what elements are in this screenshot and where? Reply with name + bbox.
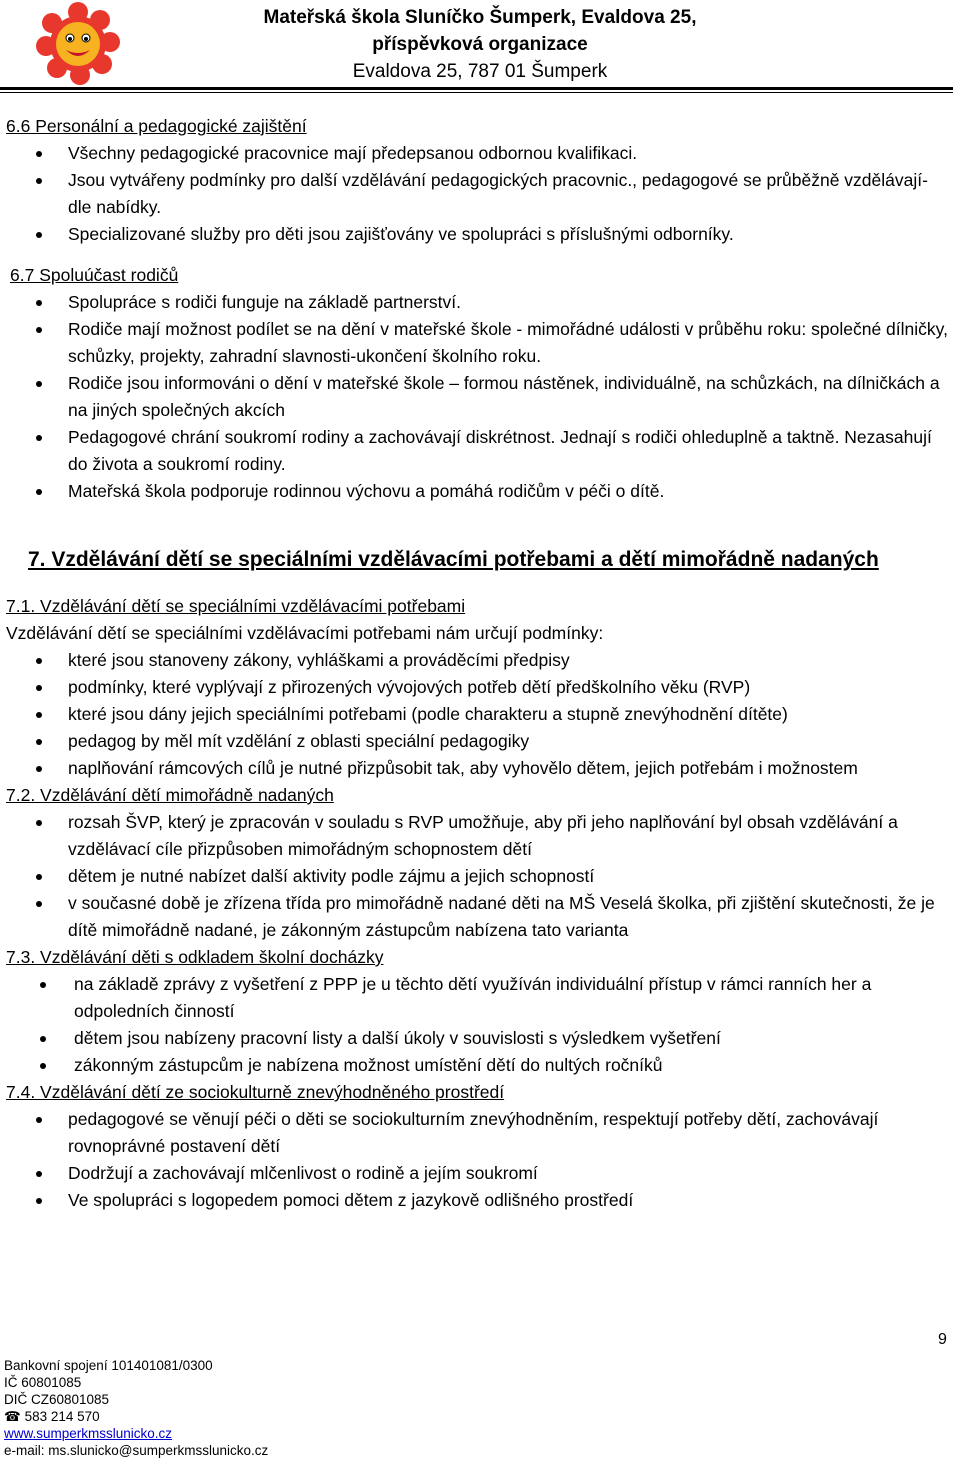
list-item: pedagog by měl mít vzdělání z oblasti speciální pedagogiky <box>6 728 950 755</box>
list-item: Specializované služby pro děti jsou zajišťovány ve spolupráci s příslušnými odborníky. <box>6 221 950 248</box>
sun-logo-icon <box>36 2 120 86</box>
list-item: které jsou dány jejich speciálními potřebami (podle charakteru a stupně znevýhodnění dítěte) <box>6 701 950 728</box>
list-item: naplňování rámcových cílů je nutné přizpůsobit tak, aby vyhovělo dětem, jejich potřebám i možnostem <box>6 755 950 782</box>
section-7-2-list <box>6 809 950 944</box>
school-address: Evaldova 25, 787 01 Šumperk <box>352 61 608 82</box>
list-item: Ve spolupráci s logopedem pomoci dětem z jazykově odlišného prostředí <box>6 1187 950 1214</box>
section-6-6-heading: 6.6 Personální a pedagogické zajištění <box>6 116 307 136</box>
header-divider-thin <box>0 92 953 93</box>
section-7-3-heading: 7.3. Vzdělávání děti s odkladem školní docházky <box>6 947 384 967</box>
section-6-6-list <box>6 140 950 248</box>
email-line[interactable]: e-mail: ms.slunicko@sumperkmsslunicko.cz <box>4 1443 269 1458</box>
list-item: pedagogové se věnují péči o děti se sociokulturním znevýhodněním, respektují potřeby dětí, zachovávají rovnoprávné postavení dětí <box>6 1106 950 1160</box>
list-item: v současné době je zřízena třída pro mimořádně nadané děti na MŠ Veselá školka, při zjištění skutečnosti, že je dítě mimořádně nadané, je zákonným zástupcům nabízena tato varianta <box>6 890 950 944</box>
website-link[interactable]: www.sumperkmsslunicko.cz <box>4 1426 173 1441</box>
phone-number: 583 214 570 <box>24 1409 100 1424</box>
document-body <box>6 113 950 1214</box>
section-6-7-heading: 6.7 Spoluúčast rodičů <box>10 265 179 285</box>
list-item: Rodiče jsou informováni o dění v mateřské škole – formou nástěnek, individuálně, na schůzkách, na dílničkách a na jiných společných akcích <box>6 370 950 424</box>
list-item: dětem je nutné nabízet další aktivity podle zájmu a jejich schopností <box>6 863 950 890</box>
footer-contacts <box>4 1357 268 1459</box>
list-item: Mateřská škola podporuje rodinnou výchovu a pomáhá rodičům v péči o dítě. <box>6 478 950 505</box>
list-item: dětem jsou nabízeny pracovní listy a další úkoly v souvislosti s výsledkem vyšetření <box>6 1025 950 1052</box>
list-item: Spolupráce s rodiči funguje na základě partnerství. <box>6 289 950 316</box>
section-7-1-intro: Vzdělávání dětí se speciálními vzdělávacími potřebami nám určují podmínky: <box>6 623 604 643</box>
list-item: Pedagogové chrání soukromí rodiny a zachovávají diskrétnost. Jednají s rodiči ohleduplně a taktně. Nezasahují do života a soukromí rodiny. <box>6 424 950 478</box>
phone-line <box>4 1408 268 1425</box>
list-item: Jsou vytvářeny podmínky pro další vzdělávání pedagogických pracovnic., pedagogové se průběžně vzdělávají-dle nabídky. <box>6 167 950 221</box>
chapter-7-heading: 7. Vzdělávání dětí se speciálními vzdělávacími potřebami a dětí mimořádně nadaných <box>28 548 879 571</box>
phone-icon: ☎ <box>4 1409 21 1424</box>
section-6-7-list <box>6 289 950 505</box>
header-divider <box>0 87 953 90</box>
section-7-4-list <box>6 1106 950 1214</box>
list-item: zákonným zástupcům je nabízena možnost umístění dětí do nultých ročníků <box>6 1052 950 1079</box>
section-7-4-heading: 7.4. Vzdělávání dětí ze sociokulturně znevýhodněného prostředí <box>6 1082 505 1102</box>
section-7-1-heading: 7.1. Vzdělávání dětí se speciálními vzdělávacími potřebami <box>6 596 466 616</box>
page-number: 9 <box>938 1331 947 1348</box>
section-7-1-list <box>6 647 950 782</box>
company-id: IČ 60801085 <box>4 1375 82 1390</box>
school-name-block <box>180 4 780 85</box>
section-7-2-heading: 7.2. Vzdělávání dětí mimořádně nadaných <box>6 785 334 805</box>
list-item: na základě zprávy z vyšetření z PPP je u těchto dětí využíván individuální přístup v rámci ranních her a odpoledních činností <box>6 971 950 1025</box>
list-item: rozsah ŠVP, který je zpracován v souladu s RVP umožňuje, aby při jeho naplňování byl obsah vzdělávání a vzdělávací cíle přizpůsoben mimořádným schopnostem dětí <box>6 809 950 863</box>
letterhead <box>0 0 960 92</box>
section-7-3-list <box>6 971 950 1079</box>
vat-id: DIČ CZ60801085 <box>4 1392 110 1407</box>
list-item: Rodiče mají možnost podílet se na dění v mateřské škole - mimořádné události v průběhu roku: společné dílničky, schůzky, projekty, zahradní slavnosti-ukončení školního roku. <box>6 316 950 370</box>
list-item: Všechny pedagogické pracovnice mají předepsanou odbornou kvalifikaci. <box>6 140 950 167</box>
list-item: podmínky, které vyplývají z přirozených vývojových potřeb dětí předškolního věku (RVP) <box>6 674 950 701</box>
list-item: které jsou stanoveny zákony, vyhláškami a prováděcími předpisy <box>6 647 950 674</box>
school-name-line2: příspěvková organizace <box>372 34 588 55</box>
school-name-line1: Mateřská škola Sluníčko Šumperk, Evaldova 25, <box>263 7 697 28</box>
list-item: Dodržují a zachovávají mlčenlivost o rodině a jejím soukromí <box>6 1160 950 1187</box>
bank-account: Bankovní spojení 101401081/0300 <box>4 1358 213 1373</box>
